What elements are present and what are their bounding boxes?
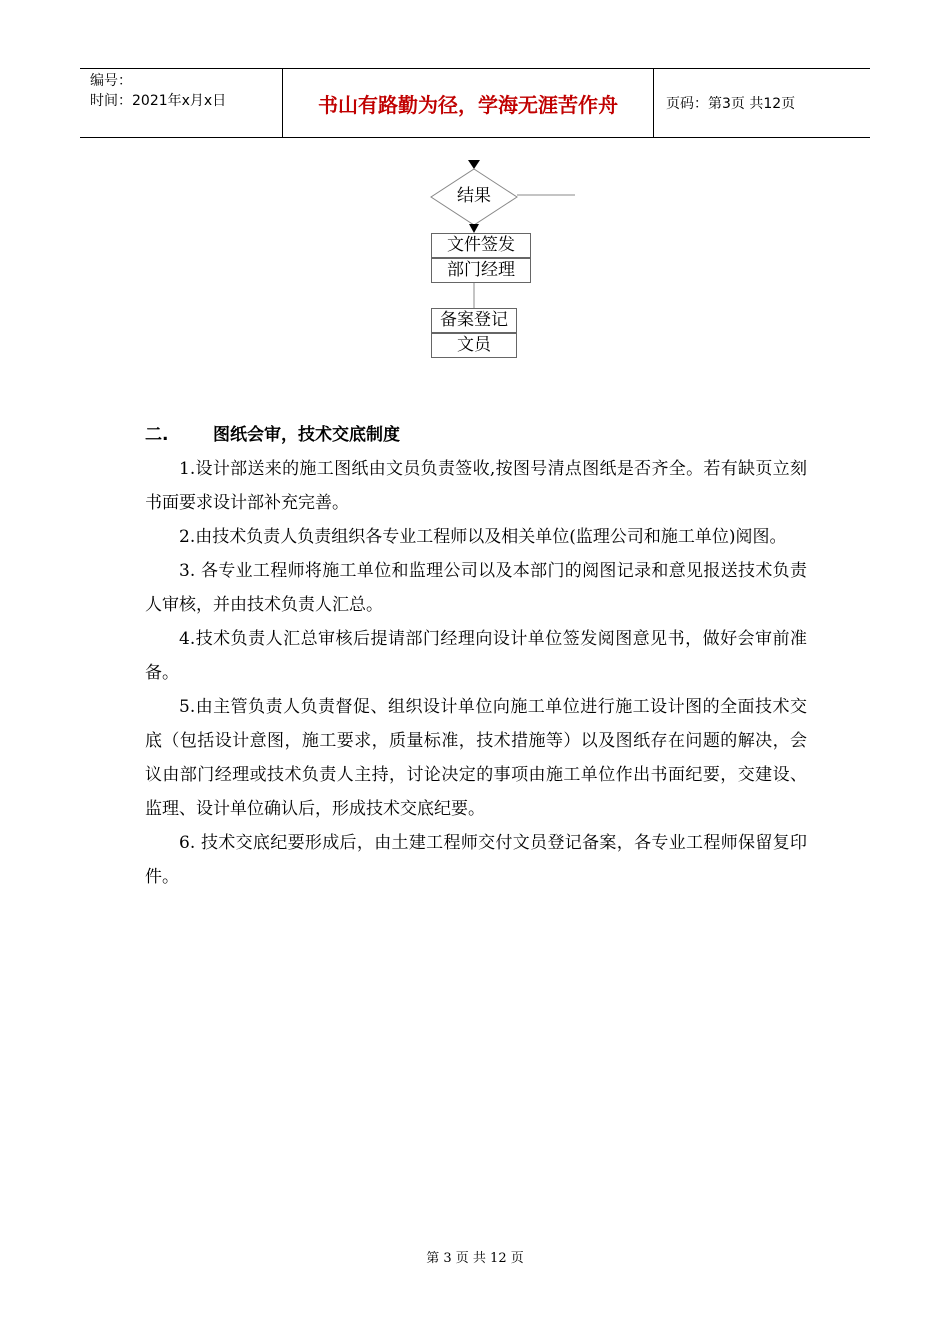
box-dept-manager: 部门经理 [431,258,531,283]
section-number: 二. [145,425,169,445]
page-footer: 第 3 页 共 12 页 [426,1251,524,1266]
flowchart [0,0,950,400]
decision-label: 结果 [457,186,491,206]
section-title: 图纸会审，技术交底制度 [213,425,400,445]
box-file-issue: 文件签发 [431,233,531,258]
paragraph-6: 6. 技术交底纪要形成后，由土建工程师交付文员登记备案，各专业工程师保留复印件。 [145,833,807,887]
paragraph-3: 3. 各专业工程师将施工单位和监理公司以及本部门的阅图记录和意见报送技术负责人审核，并由技术负责人汇总。 [145,561,807,615]
arrow-down-icon [469,224,479,233]
paragraph-2: 2.由技术负责人负责组织各专业工程师以及相关单位(监理公司和施工单位)阅图。 [179,527,787,547]
box-registration: 备案登记 [431,308,517,333]
section-heading [145,420,400,445]
body-text [145,452,807,894]
paragraph-4: 4.技术负责人汇总审核后提请部门经理向设计单位签发阅图意见书，做好会审前准备。 [145,629,807,683]
paragraph-5: 5.由主管负责人负责督促、组织设计单位向施工单位进行施工设计图的全面技术交底（包括设计意图，施工要求，质量标准，技术措施等）以及图纸存在问题的解决，会议由部门经理或技术负责人主持，讨论决定的事项由施工单位作出书面纪要，交建设、监理、设计单位确认后，形成技术交底纪要。 [145,697,807,819]
number-label: 编号： [90,73,132,89]
motto: 书山有路勤为径，学海无涯苦作舟 [282,69,654,137]
paragraph-1: 1.设计部送来的施工图纸由文员负责签收,按图号清点图纸是否齐全。若有缺页立刻书面要求设计部补充完善。 [145,459,807,513]
arrow-down-icon [468,160,480,169]
box-clerk: 文员 [431,333,517,358]
page-code: 页码：第3页 共12页 [666,96,796,112]
time-label: 时间：2021年x月x日 [90,93,227,109]
